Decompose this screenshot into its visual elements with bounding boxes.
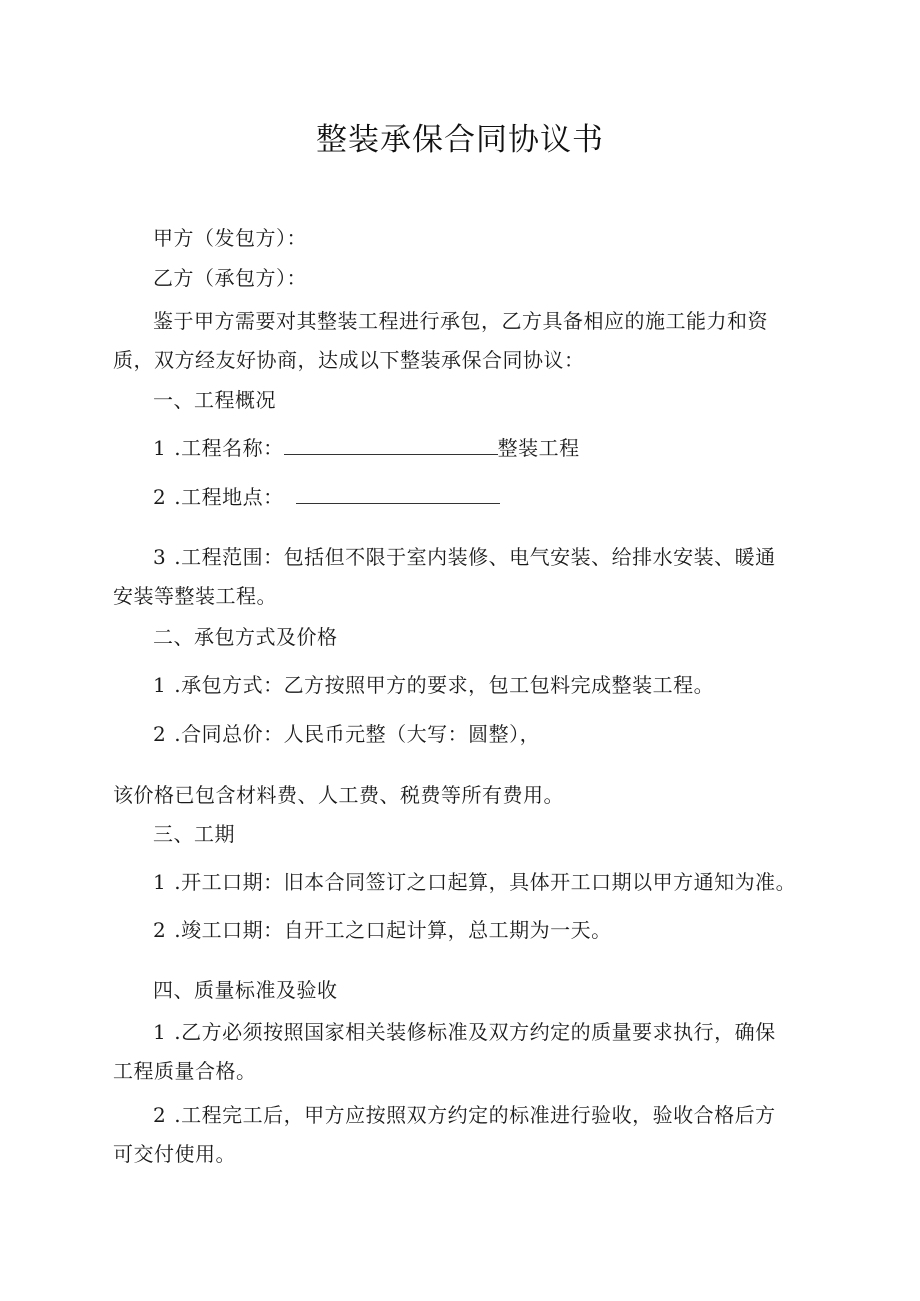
project-name-blank-field[interactable] (284, 432, 498, 455)
clause-text: .合同总价：人民币元整（大写：圆整）， (174, 722, 541, 746)
clause-quality-standard (153, 1017, 776, 1047)
clause-text: .工程范围：包括但不限于室内装修、电气安装、给排水安装、暖通 (174, 545, 776, 569)
clause-continuation: 该价格已包含材料费、人工费、税费等所有费用。 (113, 783, 564, 807)
clause-project-name (153, 432, 580, 463)
section-heading-contracting: 二、承包方式及价格 (153, 625, 338, 649)
project-location-blank-field[interactable] (296, 481, 500, 504)
section-heading-overview: 一、工程概况 (153, 388, 276, 412)
clause-text: .开工口期：旧本合同签订之口起算，具体开工口期以甲方通知为准。 (174, 870, 797, 894)
section-heading-schedule: 三、工期 (153, 822, 235, 846)
clause-continuation: 安装等整装工程。 (113, 584, 277, 608)
party-a-line: 甲方（发包方）： (153, 226, 307, 250)
clause-text: .工程完工后，甲方应按照双方约定的标准进行验收，验收合格后方 (174, 1103, 776, 1127)
clause-suffix: 整装工程 (497, 436, 580, 460)
clause-contract-method (153, 670, 714, 700)
clause-number: 1 (153, 870, 167, 894)
clause-completion-date (153, 915, 612, 945)
clause-text: .承包方式：乙方按照甲方的要求，包工包料完成整装工程。 (174, 673, 715, 697)
clause-number: 2 (153, 485, 167, 509)
clause-number: 1 (153, 1020, 167, 1044)
document-title: 整装承保合同协议书 (316, 122, 604, 158)
clause-text: .工程地点： (174, 485, 284, 509)
clause-number: 1 (153, 673, 167, 697)
clause-number: 2 (153, 918, 167, 942)
clause-text: .乙方必须按照国家相关装修标准及双方约定的质量要求执行，确保 (174, 1020, 776, 1044)
clause-number: 1 (153, 436, 167, 460)
clause-number: 3 (153, 545, 167, 569)
section-heading-quality: 四、质量标准及验收 (153, 978, 338, 1002)
clause-project-scope (153, 542, 776, 572)
clause-text: .工程名称： (174, 436, 284, 460)
intro-line-1: 鉴于甲方需要对其整装工程进行承包，乙方具备相应的施工能力和资 (153, 309, 768, 333)
clause-text: .竣工口期：自开工之口起计算，总工期为一天。 (174, 918, 612, 942)
clause-number: 2 (153, 1103, 167, 1127)
clause-project-location (153, 481, 500, 512)
clause-continuation: 可交付使用。 (113, 1142, 236, 1166)
party-b-line: 乙方（承包方）： (153, 266, 307, 290)
clause-contract-price (153, 719, 540, 749)
clause-start-date (153, 867, 796, 897)
clause-number: 2 (153, 722, 167, 746)
clause-continuation: 工程质量合格。 (113, 1059, 257, 1083)
clause-acceptance (153, 1100, 776, 1130)
intro-line-2: 质，双方经友好协商，达成以下整装承保合同协议： (113, 348, 585, 372)
